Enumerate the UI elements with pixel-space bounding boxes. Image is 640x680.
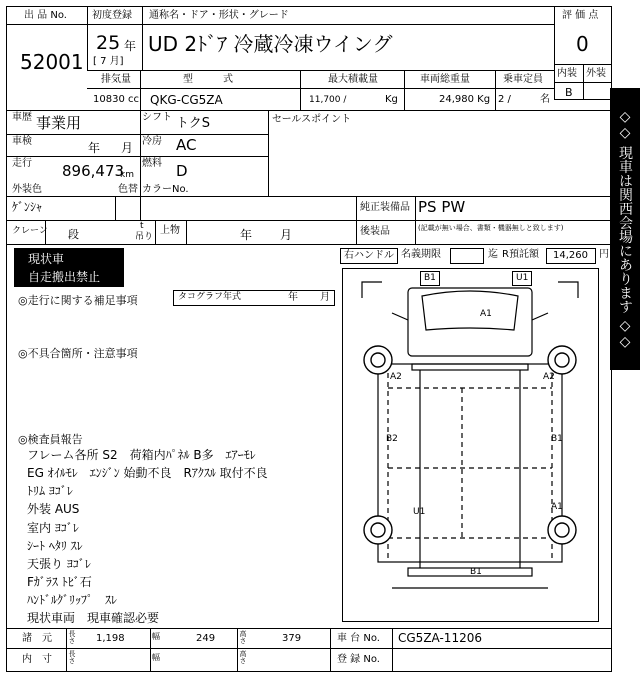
- color-value: ｹﾞﾝｼｬ: [12, 200, 43, 214]
- fuel-value: D: [176, 162, 188, 180]
- divider: [115, 196, 116, 220]
- damage-label-u1: U1: [512, 271, 532, 286]
- mileage-value: 896,473: [62, 162, 125, 180]
- self-drive-prohibited-badge: 自走搬出禁止: [14, 266, 124, 287]
- driving-notes-title: ◎走行に関する補足事項: [18, 294, 138, 307]
- divider: [142, 6, 143, 70]
- report-line: ﾄﾘﾑ ﾖｺﾞﾚ: [27, 484, 73, 498]
- interior-label: 内装: [557, 68, 577, 79]
- inspection-year: 年: [88, 141, 101, 155]
- load-value: 11,700 /: [309, 95, 347, 105]
- damage-label-a2: A2: [390, 372, 402, 382]
- current-car-badge: 現状車: [14, 248, 124, 269]
- damage-label-b1: B1: [420, 271, 440, 286]
- color-label: 外装色: [12, 184, 42, 195]
- reg-month: [ 7 月]: [93, 56, 124, 67]
- displacement-value: 10830 cc: [93, 94, 139, 105]
- location-banner: ◇◇ 現車は関西会場にあります ◇◇: [610, 88, 640, 370]
- divider: [87, 88, 554, 89]
- score-value: 0: [576, 32, 589, 56]
- model-label: 型 式: [183, 74, 233, 85]
- divider: [404, 70, 405, 110]
- length-label: 長さ: [68, 630, 76, 644]
- color-change-label: 色替: [118, 184, 138, 195]
- damage-label-b1: B1: [551, 434, 563, 444]
- r-deposit-label: R預託額: [502, 249, 539, 260]
- divider: [392, 628, 393, 672]
- color-code-label: カラーNo.: [142, 184, 189, 195]
- dims-label: 諸 元: [22, 633, 52, 644]
- divider: [237, 628, 238, 672]
- interior-height-label: 高さ: [239, 650, 247, 664]
- tacho-month: 月: [320, 292, 330, 303]
- divider: [6, 24, 554, 25]
- damage-label-b1: B1: [470, 567, 482, 577]
- score-label: 評 価 点: [562, 10, 599, 21]
- year-unit: 年: [124, 39, 137, 53]
- shift-label: シフト: [142, 112, 172, 123]
- r-deposit-box: 14,260: [546, 248, 596, 264]
- divider: [6, 648, 612, 649]
- name-change-box: [450, 248, 484, 264]
- divider: [583, 64, 584, 100]
- report-line: Fｶﾞﾗｽ ﾄﾋﾞ石: [27, 575, 92, 589]
- inspection-month: 月: [121, 141, 134, 155]
- divider: [186, 220, 187, 244]
- divider: [6, 196, 612, 197]
- history-label: 車歴: [12, 112, 32, 123]
- inspector-report-title: ◎検査員報告: [18, 433, 83, 446]
- length-value: 1,198: [96, 633, 125, 644]
- aftermarket-note: (記載が無い場合、書類・機器無しと致します): [418, 224, 564, 232]
- defect-notes-title: ◎不具合箇所・注意事項: [18, 347, 138, 360]
- capacity-unit: 名: [540, 94, 550, 105]
- divider: [140, 110, 141, 196]
- capacity-value: 2 /: [498, 94, 511, 105]
- divider: [300, 70, 301, 110]
- report-line: 現状車両 現車確認必要: [27, 611, 160, 625]
- crane-hang: 吊り: [135, 232, 154, 242]
- divider: [6, 134, 268, 135]
- tacho-year: 年: [288, 292, 298, 303]
- gvw-value: 24,980 Kg: [439, 94, 491, 105]
- divider: [6, 628, 612, 629]
- divider: [6, 156, 268, 157]
- interior-width-label: 幅: [152, 653, 160, 662]
- distance-label: 迄: [488, 249, 498, 260]
- body-year: 年: [240, 228, 253, 242]
- equipment-label: 純正装備品: [360, 202, 410, 213]
- damage-label-a1: A1: [480, 309, 492, 319]
- ac-value: AC: [176, 136, 197, 154]
- model-value: QKG-CG5ZA: [150, 93, 223, 107]
- damage-label-a2: A2: [543, 372, 555, 382]
- divider: [356, 220, 612, 221]
- fuel-label: 燃料: [142, 158, 162, 169]
- tacho-label: タコグラフ年式: [178, 292, 242, 302]
- report-line: EG ｵｲﾙﾓﾚ ｴﾝｼﾞﾝ 始動不良 Rｱｸｽﾙ 取付不良: [27, 466, 268, 480]
- load-unit: Kg: [385, 94, 398, 105]
- chassis-label: 車 台 No.: [337, 633, 380, 644]
- sales-point-label: セールスポイント: [272, 114, 352, 125]
- divider: [150, 628, 151, 672]
- damage-label-b2: B2: [386, 434, 398, 444]
- crane-stage: 段: [68, 228, 79, 241]
- divider: [87, 6, 88, 70]
- interior-grade: B: [565, 86, 573, 99]
- mileage-label: 走行: [12, 158, 32, 169]
- divider: [140, 196, 141, 220]
- width-value: 249: [196, 633, 216, 644]
- displacement-label: 排気量: [101, 74, 131, 85]
- divider: [6, 220, 356, 221]
- divider: [66, 628, 67, 672]
- exterior-label: 外装: [586, 68, 606, 79]
- divider: [155, 220, 156, 244]
- reg-label: 初度登録: [92, 10, 132, 21]
- interior-length-label: 長さ: [68, 650, 76, 664]
- damage-label-a1: A1: [551, 502, 563, 512]
- mileage-unit: km: [120, 170, 134, 180]
- history-value: 事業用: [36, 114, 82, 132]
- right-handle-box: 右ハンドル: [340, 248, 398, 264]
- reg-year: 25: [96, 32, 121, 54]
- crane-label: クレーン: [12, 226, 48, 236]
- height-value: 379: [282, 633, 302, 644]
- divider: [6, 110, 612, 111]
- divider: [140, 70, 141, 110]
- aftermarket-label: 後装品: [360, 226, 390, 237]
- equipment-value: PS PW: [418, 198, 466, 216]
- report-line: フレーム各所 S2 荷箱内ﾊﾟﾈﾙ B多 ｴｱｰﾓﾚ: [27, 448, 256, 462]
- interior-dims-label: 内 寸: [22, 654, 52, 665]
- divider: [6, 244, 612, 245]
- registration-label: 登 録 No.: [337, 654, 380, 665]
- divider: [330, 628, 331, 672]
- report-line: ｼｰﾄ ﾍﾀﾘ ｽﾚ: [27, 539, 83, 553]
- chassis-value: CG5ZA-11206: [398, 631, 482, 645]
- lot-number: 52001: [20, 50, 84, 74]
- report-line: 室内 ﾖｺﾞﾚ: [27, 521, 79, 535]
- divider: [87, 70, 554, 71]
- width-label: 幅: [152, 632, 160, 641]
- body-month: 月: [280, 228, 293, 242]
- shift-value: トクS: [176, 116, 210, 131]
- divider: [268, 110, 269, 196]
- gvw-label: 車両総重量: [420, 74, 470, 85]
- r-deposit-unit: 円: [599, 249, 609, 260]
- vehicle-name: UD 2ﾄﾞｱ 冷蔵冷凍ウイング: [148, 32, 393, 56]
- report-line: ﾊﾝﾄﾞﾙｸﾞﾘｯﾌﾟ ｽﾚ: [27, 593, 118, 607]
- inspection-label: 車検: [12, 136, 32, 147]
- damage-label-u1: U1: [413, 507, 426, 517]
- divider: [495, 70, 496, 110]
- name-label: 通称名・ドア・形状・グレード: [149, 10, 289, 21]
- lot-label: 出 品 No.: [24, 10, 67, 21]
- ac-label: 冷房: [142, 136, 162, 147]
- crane-ton: t: [140, 221, 144, 231]
- capacity-label: 乗車定員: [503, 74, 543, 85]
- report-line: 外装 AUS: [27, 502, 80, 516]
- report-line: 天張り ﾖｺﾞﾚ: [27, 557, 91, 571]
- name-change-label: 名義期限: [401, 249, 441, 260]
- height-label: 高さ: [239, 630, 247, 644]
- body-label: 上物: [160, 225, 180, 236]
- load-label: 最大積載量: [328, 74, 378, 85]
